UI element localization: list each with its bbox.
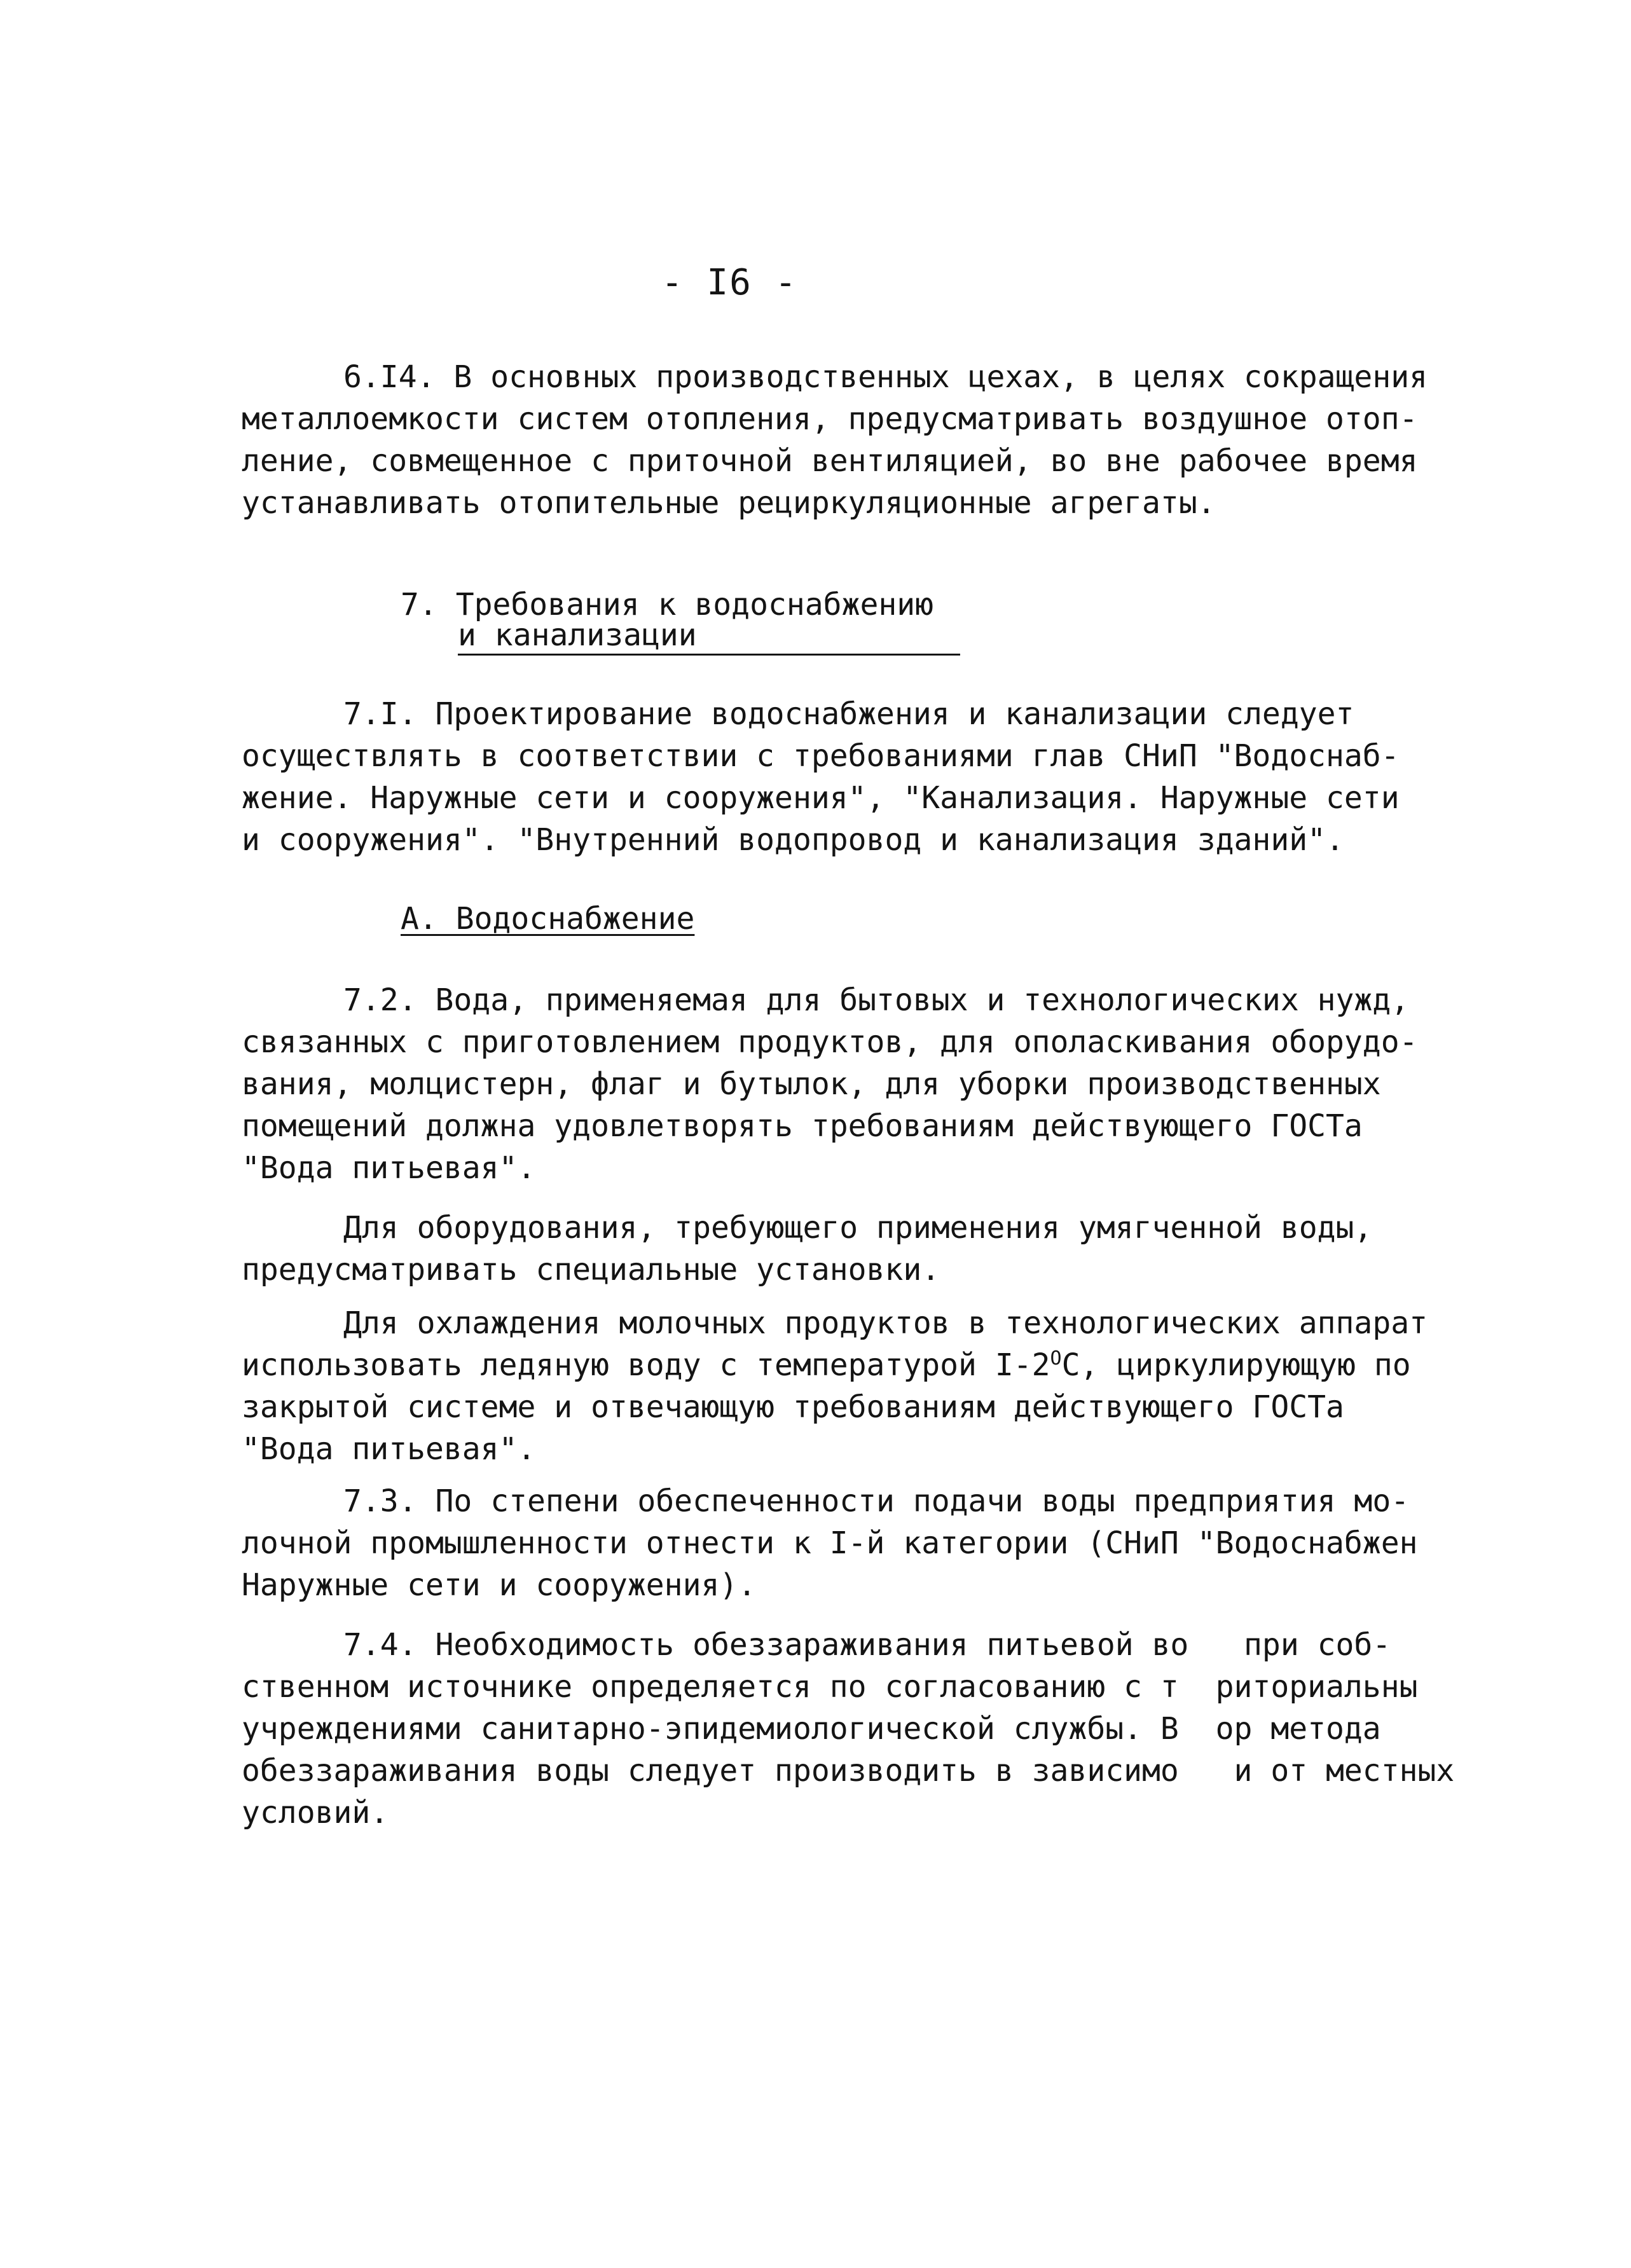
text-line: ственном источнике определяется по согласованию с т риториальны bbox=[242, 1669, 1418, 1705]
text-line: устанавливать отопительные рециркуляционные агрегаты. bbox=[242, 485, 1216, 521]
paragraph-7-1 bbox=[242, 693, 1488, 861]
page-number: - I6 - bbox=[661, 262, 798, 303]
text-line-with-temperature bbox=[242, 1344, 1488, 1386]
text-segment: использовать ледяную воду с температурой I-2 bbox=[242, 1347, 1050, 1383]
paragraph-6-14 bbox=[242, 356, 1488, 524]
text-line: 7.I. Проектирование водоснабжения и канализации следует bbox=[343, 696, 1354, 732]
text-segment: С, циркулирующую по bbox=[1061, 1347, 1411, 1383]
text-line: ление, совмещенное с приточной вентиляцией, во вне рабочее время bbox=[242, 443, 1418, 479]
section-7-heading-cont: и канализации bbox=[458, 617, 697, 653]
paragraph-7-3 bbox=[242, 1480, 1488, 1606]
text-line: 7.3. По степени обеспеченности подачи воды предприятия мо- bbox=[343, 1483, 1410, 1519]
text-line: помещений должна удовлетворять требованиям действующего ГОСТа bbox=[242, 1108, 1363, 1144]
text-line: учреждениями санитарно-эпидемиологической службы. В ор метода bbox=[242, 1711, 1381, 1747]
paragraph-7-2-softened-water bbox=[242, 1207, 1488, 1291]
paragraph-7-4 bbox=[242, 1624, 1488, 1834]
text-line: 7.4. Необходимость обеззараживания питьевой во при соб- bbox=[343, 1627, 1391, 1663]
text-line: Для охлаждения молочных продуктов в технологических аппарат bbox=[343, 1305, 1428, 1341]
text-line: лочной промышленности отнести к I-й категории (СНиП "Водоснабжен bbox=[242, 1525, 1418, 1561]
text-line: условий. bbox=[242, 1795, 389, 1831]
degree-superscript: O bbox=[1050, 1347, 1062, 1370]
text-line: Для оборудования, требующего применения умягченной воды, bbox=[343, 1210, 1373, 1246]
text-line: закрытой системе и отвечающую требованиям действующего ГОСТа bbox=[242, 1389, 1344, 1425]
text-line: "Вода питьевая". bbox=[242, 1150, 536, 1186]
heading-underline bbox=[458, 654, 960, 656]
paragraph-7-2 bbox=[242, 979, 1488, 1189]
text-line: осуществлять в соответствии с требованиями глав СНиП "Водоснаб- bbox=[242, 738, 1400, 774]
subsection-a-heading: А. Водоснабжение bbox=[401, 901, 695, 937]
text-line: и сооружения". "Внутренний водопровод и канализация зданий". bbox=[242, 822, 1344, 858]
text-line: обеззараживания воды следует производить в зависимо и от местных bbox=[242, 1753, 1455, 1789]
text-line: связанных с приготовлением продуктов, для ополаскивания оборудо- bbox=[242, 1024, 1418, 1060]
text-line: предусматривать специальные установки. bbox=[242, 1252, 940, 1288]
text-line: "Вода питьевая". bbox=[242, 1431, 536, 1467]
text-line: вания, молцистерн, флаг и бутылок, для уборки производственных bbox=[242, 1066, 1381, 1102]
text-line: 7.2. Вода, применяемая для бытовых и технологических нужд, bbox=[343, 982, 1410, 1018]
text-line: Наружные сети и сооружения). bbox=[242, 1567, 757, 1603]
text-line: металлоемкости систем отопления, предусматривать воздушное отоп- bbox=[242, 401, 1418, 437]
section-7-heading: 7. Требования к водоснабжению bbox=[401, 587, 934, 622]
text-line: жение. Наружные сети и сооружения", "Канализация. Наружные сети bbox=[242, 780, 1400, 816]
paragraph-7-2-cooling bbox=[242, 1302, 1488, 1470]
text-line: 6.I4. В основных производственных цехах, в целях сокращения bbox=[343, 359, 1428, 395]
